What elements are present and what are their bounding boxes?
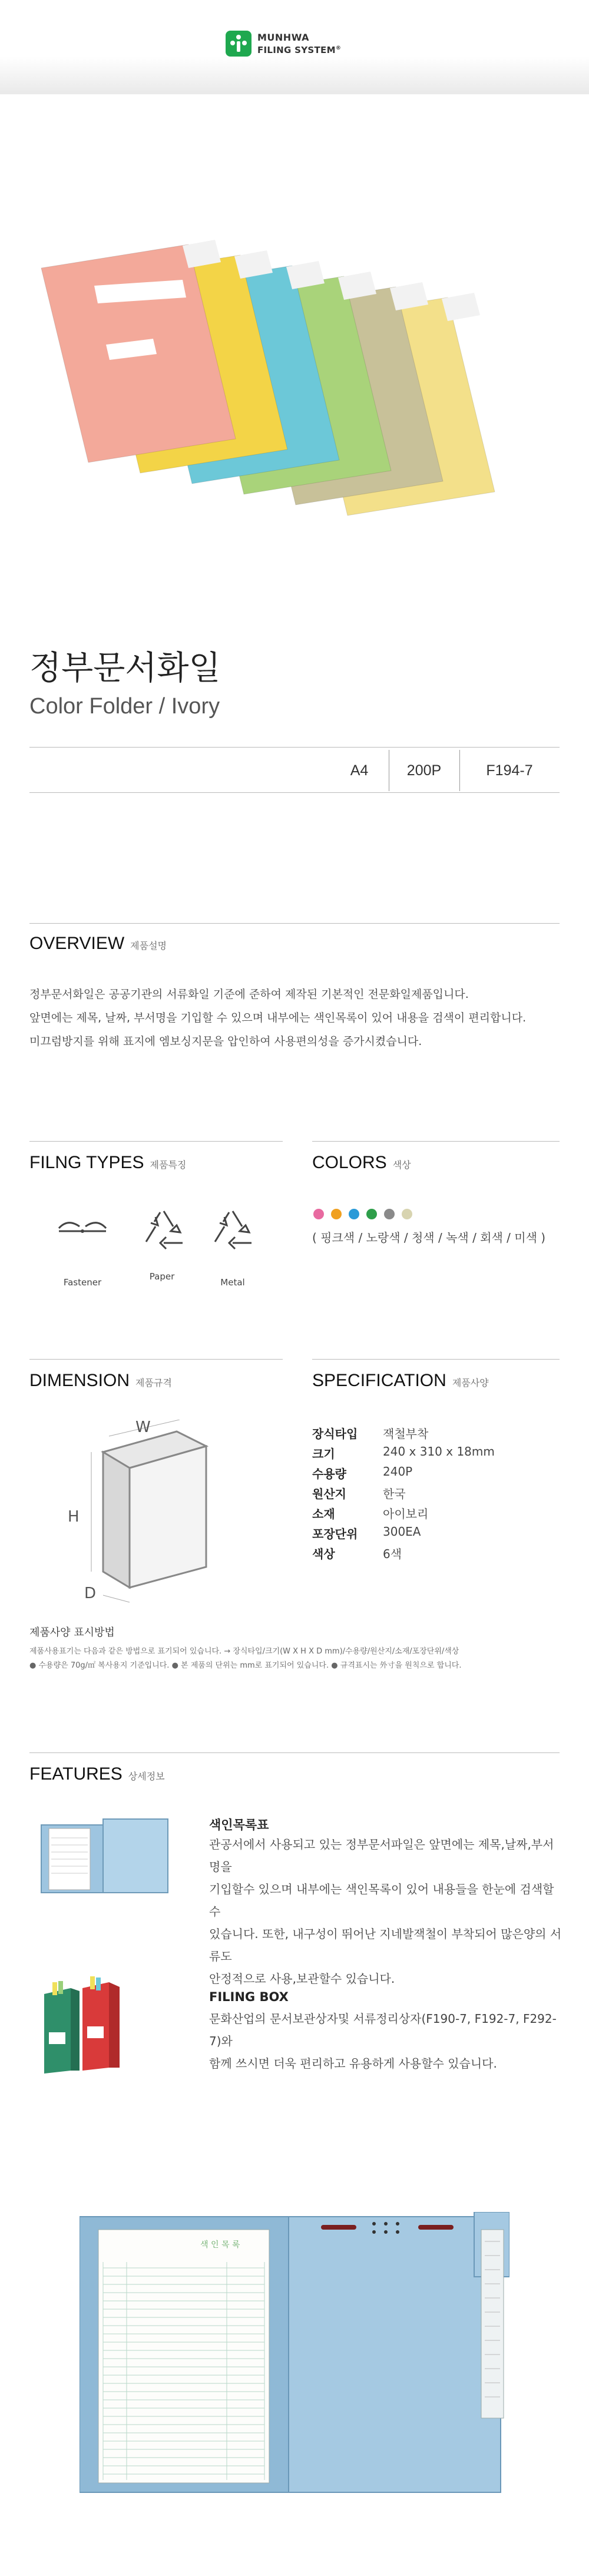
overview-heading: OVERVIEW 제품설명 [29,934,167,953]
colors-heading: COLORS 색상 [312,1153,411,1172]
spec-key: 원산지 [312,1487,346,1501]
product-size: A4 [350,762,369,779]
spec-key: 장식타입 [312,1427,358,1441]
dimension-heading: DIMENSION 제품규격 [29,1371,172,1390]
color-swatch [384,1209,395,1219]
spec-value: 240P [383,1464,413,1479]
feature-text: 관공서에서 사용되고 있는 정부문서파일은 앞면에는 제목,날짜,부서명을 기입할수 있으며 내부에는 색인목록이 있어 내용들을 한눈에 검색할수 있습니다. 또한, 내구성이 뛰어난 지네발잭철이 부착되어 많은양의 서류도 안정적으로 사용,보관할수 있습니다. [209,1837,562,1986]
section-rule [29,1752,560,1753]
feature-title: 색인목록표 [209,1818,269,1832]
notation-line: ● 수용량은 70g/㎡ 복사용지 기준입니다. ● 본 제품의 단위는 mm로 표기되어 있습니다. ● 규격표시는 外寸을 원칙으로 합니다. [29,1661,462,1670]
filing-types-heading: FILNG TYPES 제품특징 [29,1153,187,1172]
spec-key: 크기 [312,1447,335,1461]
section-rule [29,1141,283,1142]
spec-key: 색상 [312,1547,335,1561]
filing-type-label: Fastener [63,1277,102,1288]
color-swatch [349,1209,359,1219]
spec-bar-top-rule [29,747,560,748]
section-rule [29,923,560,924]
spec-value: 한국 [383,1487,406,1501]
specification-heading: SPECIFICATION 제품사양 [312,1371,489,1390]
section-rule [29,1359,283,1360]
color-swatch [331,1209,342,1219]
open-folder-image [80,2212,509,2495]
recycle-icon [140,1208,187,1252]
color-swatch [313,1209,324,1219]
spec-bar-bottom-rule [29,792,560,793]
brand-logo-icon [226,31,252,57]
feature-text: 문화산업의 문서보관상자및 서류정리상자(F190-7, F192-7, F292-7)와 함께 쓰시면 더욱 편리하고 유용하게 사용할수 있습니다. [209,2012,557,2071]
spec-key: 소재 [312,1507,335,1521]
section-rule [312,1359,560,1360]
feature-image-index-folder [38,1814,174,1897]
filing-type-label: Metal [220,1277,245,1288]
section-rule [312,1141,560,1142]
recycle-icon [209,1208,256,1252]
notation-line: 제품사용표기는 다음과 같은 방법으로 표기되어 있습니다. → 장식타입/크기(W X H X D mm)/수용량/원산지/소재/포장단위/색상 [29,1647,459,1656]
spec-value: 잭철부착 [383,1427,429,1441]
color-swatch [366,1209,377,1219]
feature-title: FILING BOX [209,1990,289,2004]
product-capacity: 200P [406,762,442,779]
product-image [29,224,560,530]
spec-key: 수용량 [312,1467,346,1481]
features-heading: FEATURES 상세정보 [29,1764,165,1784]
brand-name-line2: FILING SYSTEM® [257,45,342,55]
dimension-d-label: D [84,1585,97,1602]
dimension-w-label: W [135,1418,151,1436]
filing-type-label: Paper [149,1271,175,1282]
feature-image-filing-box [38,1976,127,2076]
brand-name-line1: MUNHWA [257,32,310,43]
notation-title: 제품사양 표시방법 [29,1626,115,1639]
spec-value: 300EA [383,1525,421,1539]
color-swatch [402,1209,412,1219]
fastener-icon [56,1213,109,1243]
spec-value: 6색 [383,1547,402,1561]
folder-tab [442,293,480,321]
colors-text: ( 핑크색 / 노랑색 / 청색 / 녹색 / 회색 / 미색 ) [312,1231,546,1245]
index-sheet-heading: 색 인 목 록 [200,2240,240,2250]
product-title-ko: 정부문서화일 [29,649,221,687]
overview-text: 정부문서화일은 공공기관의 서류화일 기준에 준하여 제작된 기본적인 전문화일제품입니다. 앞면에는 제목, 날짜, 부서명을 기입할 수 있으며 내부에는 색인목록이 있어 내용을 검색이 편리합니다. 미끄럼방지를 위해 표지에 엠보싱지문을 압인하여 사용편의성을 증가시켰습니다. [29,988,527,1048]
product-title-en: Color Folder / Ivory [29,694,220,719]
dimension-diagram [74,1420,227,1608]
spec-value: 240 x 310 x 18mm [383,1444,495,1459]
spec-value: 아이보리 [383,1507,429,1521]
spec-key: 포장단위 [312,1527,358,1541]
dimension-h-label: H [68,1508,80,1526]
product-code: F194-7 [486,762,533,779]
